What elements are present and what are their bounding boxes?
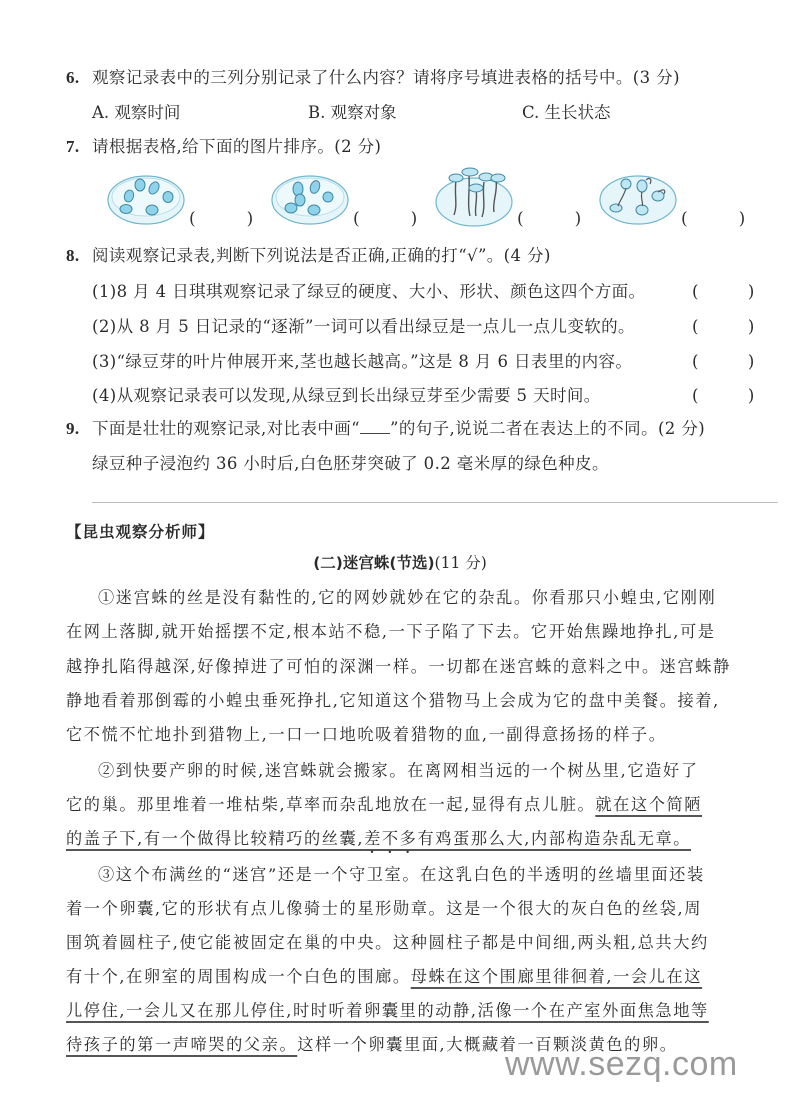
order-blank-1[interactable]: ( ) xyxy=(189,209,254,229)
question-8 xyxy=(66,242,551,266)
option-b: B. 观察对象 xyxy=(308,103,397,122)
question-6 xyxy=(66,64,680,88)
answer-blank-3[interactable]: ( ) xyxy=(692,352,755,371)
paragraph-1-line-3: 越挣扎陷得越深,好像掉进了可怕的深渊一样。一切都在迷宫蛛的意料之中。迷宫蛛静 xyxy=(66,657,731,676)
section-heading: 【昆虫观察分析师】 xyxy=(66,523,215,541)
watermark: www.sezq.com xyxy=(505,1045,738,1083)
statement-4: (4)从观察记录表可以发现,从绿豆到长出绿豆芽至少需要 5 天时间。 xyxy=(92,386,601,405)
paragraph-3-line-4: 有十个,在卵室的周围构成一个白色的围廊。母蛛在这个围廊里徘徊着,一会儿在这 xyxy=(66,967,703,986)
section-divider xyxy=(92,502,778,503)
emphasis-dotted-phrase: 差不多 xyxy=(364,829,418,848)
paragraph-3-line-1: ③这个布满丝的“迷宫”还是一个守卫室。在这乳白色的半透明的丝墙里面还装 xyxy=(98,865,705,884)
small-sprouts-dish-image xyxy=(598,170,678,230)
question-text-before: 下面是壮壮的观察记录,对比表中画“ xyxy=(92,419,360,438)
observation-record: 绿豆种子浸泡约 36 小时后,白色胚芽突破了 0.2 毫米厚的绿色种皮。 xyxy=(92,454,609,473)
statement-3: (3)“绿豆芽的叶片伸展开来,茎也越长越高。”这是 8 月 6 日表里的内容。 xyxy=(92,352,633,371)
paragraph-3-line-5: 儿停住,一会儿又在那儿停住,时时听着卵囊里的动静,活像一个在产室外面焦急地等 xyxy=(66,1001,709,1020)
option-c: C. 生长状态 xyxy=(522,103,611,122)
paragraph-1-line-1: ①迷宫蛛的丝是没有黏性的,它的网妙就妙在它的杂乱。你看那只小蝗虫,它刚刚 xyxy=(98,588,717,607)
order-blank-3[interactable]: ( ) xyxy=(517,209,582,229)
soaked-beans-dish-image xyxy=(106,172,186,230)
question-number: 7. xyxy=(66,137,80,156)
question-text: 观察记录表中的三列分别记录了什么内容？请将序号填进表格的括号中。(3 分) xyxy=(92,68,680,87)
question-number: 6. xyxy=(66,68,80,87)
order-blank-4[interactable]: ( ) xyxy=(681,209,746,229)
paragraph-2-line-2: 它的巢。那里堆着一堆枯柴,草率而杂乱地放在一起,显得有点儿脏。就在这个简陋 xyxy=(66,795,703,814)
tall-sprouts-dish-image xyxy=(434,160,514,232)
passage-points: (11 分) xyxy=(434,554,487,572)
paragraph-2-line-3: 的盖子下,有一个做得比较精巧的丝囊,差不多有鸡蛋那么大,内部构造杂乱无章。 xyxy=(66,829,692,848)
paragraph-2-line-1: ②到快要产卵的时候,迷宫蛛就会搬家。在离网相当远的一个树丛里,它造好了 xyxy=(98,761,699,780)
statement-1: (1)8 月 4 日琪琪观察记录了绿豆的硬度、大小、形状、颜色这四个方面。 xyxy=(92,282,646,301)
question-text-after: ”的句子,说说二者在表达上的不同。(2 分) xyxy=(389,419,706,438)
swollen-beans-dish-image xyxy=(270,172,350,230)
paragraph-1-line-2: 在网上落脚,就开始摇摆不定,根本站不稳,一下子陷了下去。它开始焦躁地挣扎,可是 xyxy=(66,622,716,641)
answer-blank-2[interactable]: ( ) xyxy=(692,317,755,336)
answer-blank-4[interactable]: ( ) xyxy=(692,386,755,405)
underlined-sentence: 就在这个简陋 xyxy=(595,795,703,814)
option-a: A. 观察时间 xyxy=(92,103,181,122)
paragraph-1-line-4: 静地看着那倒霉的小蝗虫垂死挣扎,它知道这个猎物马上会成为它的盘中美餐。接着, xyxy=(66,691,720,710)
order-blank-2[interactable]: ( ) xyxy=(353,209,418,229)
underlined-sentence: 母蛛在这个围廊里徘徊着,一会儿在这 xyxy=(410,967,703,986)
paragraph-3-line-6: 待孩子的第一声啼哭的父亲。这样一个卵囊里面,大概藏着一百颗淡黄色的卵。 xyxy=(66,1035,678,1054)
question-text: 请根据表格,给下面的图片排序。(2 分) xyxy=(92,137,382,156)
question-9 xyxy=(66,415,705,439)
passage-title-text: (二)迷宫蛛(节选) xyxy=(313,554,435,572)
paragraph-3-line-3: 围筑着圆柱子,使它能被固定在巢的中央。这种圆柱子都是中间细,两头粗,总共大约 xyxy=(66,933,709,952)
question-7 xyxy=(66,133,381,157)
statement-2: (2)从 8 月 5 日记录的“逐渐”一词可以看出绿豆是一点儿一点儿变软的。 xyxy=(92,317,635,336)
question-text: 阅读观察记录表,判断下列说法是否正确,正确的打“√”。(4 分) xyxy=(92,246,551,265)
question-number: 9. xyxy=(66,419,80,438)
question-number: 8. xyxy=(66,246,80,265)
paragraph-3-line-2: 着一个卵囊,它的形状有点儿像骑士的星形勋章。这是一个很大的灰白色的丝袋,周 xyxy=(66,899,703,918)
paragraph-1-line-5: 它不慌不忙地扑到猎物上,一口一口地吮吸着猎物的血,一副得意扬扬的样子。 xyxy=(66,725,667,744)
answer-blank-1[interactable]: ( ) xyxy=(692,282,755,301)
underline-marker xyxy=(360,419,390,434)
passage-title xyxy=(0,551,800,573)
